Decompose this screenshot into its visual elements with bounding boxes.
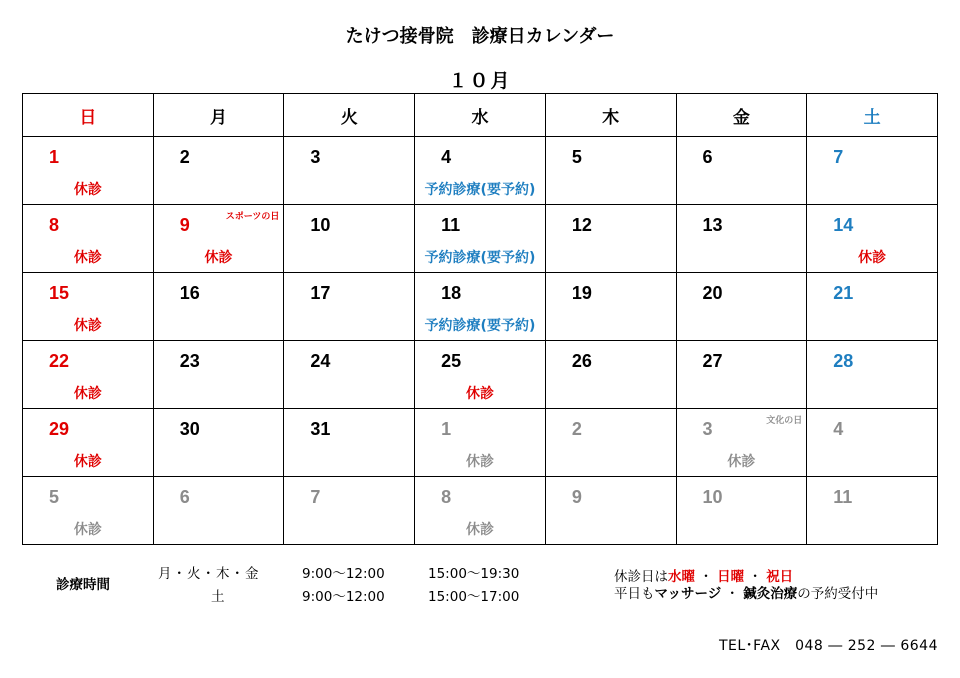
- reservation-massage: マッサージ: [654, 586, 722, 602]
- day-cell: [676, 205, 807, 273]
- day-cell: [23, 477, 154, 545]
- hours-morning-weekday: 9:00～12:00: [302, 566, 385, 582]
- day-number: 6: [702, 147, 713, 167]
- day-cell: [807, 341, 938, 409]
- day-number: 7: [310, 487, 321, 507]
- day-number: 16: [179, 283, 200, 303]
- day-cell: [284, 409, 415, 477]
- day-number: 29: [49, 419, 70, 439]
- day-cell: [153, 341, 284, 409]
- day-number: 2: [571, 419, 582, 439]
- day-cell: [153, 205, 284, 273]
- week-row: [23, 341, 938, 409]
- month-label: １０月: [448, 70, 512, 92]
- day-cell: [415, 273, 546, 341]
- day-number: 22: [49, 351, 70, 371]
- day-cell: [676, 137, 807, 205]
- weekday-mon: 月: [153, 94, 284, 137]
- day-cell: [676, 409, 807, 477]
- day-cell: [415, 477, 546, 545]
- tel-fax: TEL･FAX 048 ― 252 ― 6644: [718, 638, 938, 654]
- notice-sep-1: ・: [695, 569, 718, 585]
- day-cell: [153, 137, 284, 205]
- day-number: 9: [571, 487, 582, 507]
- day-number: 24: [310, 351, 331, 371]
- weekday-thu: 木: [545, 94, 676, 137]
- day-number: 5: [49, 487, 60, 507]
- day-number: 14: [833, 215, 854, 235]
- day-cell: [23, 137, 154, 205]
- day-status: 休診: [73, 522, 102, 538]
- day-number: 5: [571, 147, 582, 167]
- day-number: 11: [833, 487, 853, 507]
- day-status: 予約診療(要予約): [424, 250, 536, 266]
- day-status: 休診: [465, 454, 494, 470]
- notice-sep-2: ・: [744, 569, 767, 585]
- day-number: 30: [179, 419, 200, 439]
- day-number: 6: [179, 487, 190, 507]
- day-number: 7: [833, 147, 844, 167]
- day-cell: [807, 409, 938, 477]
- weekday-fri: 金: [676, 94, 807, 137]
- day-cell: [284, 273, 415, 341]
- day-number: 25: [441, 351, 462, 371]
- reservation-sep: ・: [721, 586, 744, 602]
- day-cell: [676, 273, 807, 341]
- day-status: 休診: [465, 386, 494, 402]
- day-cell: [807, 205, 938, 273]
- day-cell: [415, 341, 546, 409]
- week-row: [23, 137, 938, 205]
- day-cell: [807, 137, 938, 205]
- day-number: 10: [702, 487, 723, 507]
- reservation-suffix: の予約受付中: [797, 586, 879, 602]
- day-number: 15: [49, 283, 70, 303]
- day-number: 1: [49, 147, 60, 167]
- day-number: 1: [441, 419, 452, 439]
- calendar-title: たけつ接骨院 診療日カレンダー: [345, 26, 615, 47]
- calendar-table: [22, 93, 938, 545]
- day-cell: [545, 273, 676, 341]
- day-status: 休診: [727, 454, 756, 470]
- day-number: 2: [179, 147, 190, 167]
- notice-sunday: 日曜: [717, 569, 745, 585]
- hours-afternoon-weekday: 15:00～19:30: [428, 566, 520, 582]
- day-status: 休診: [204, 250, 233, 266]
- holiday-name: スポーツの日: [225, 212, 280, 222]
- day-number: 13: [702, 215, 723, 235]
- reservation-notice: [614, 582, 878, 602]
- day-cell: [23, 409, 154, 477]
- day-cell: [284, 137, 415, 205]
- day-cell: [545, 409, 676, 477]
- day-cell: [415, 205, 546, 273]
- day-number: 26: [571, 351, 592, 371]
- reservation-acupuncture: 鍼灸治療: [743, 586, 798, 602]
- day-cell: [153, 273, 284, 341]
- day-cell: [676, 477, 807, 545]
- day-cell: [23, 205, 154, 273]
- day-number: 11: [441, 215, 461, 235]
- week-row: [23, 273, 938, 341]
- hours-afternoon-saturday: 15:00～17:00: [428, 589, 520, 605]
- day-cell: [807, 273, 938, 341]
- weekday-header-row: [23, 94, 938, 137]
- notice-holiday: 祝日: [766, 569, 794, 585]
- hours-morning-saturday: 9:00～12:00: [302, 589, 385, 605]
- day-number: 18: [441, 283, 462, 303]
- day-cell: [284, 477, 415, 545]
- weekday-wed: 水: [415, 94, 546, 137]
- day-cell: [807, 477, 938, 545]
- day-number: 31: [310, 419, 331, 439]
- day-cell: [545, 477, 676, 545]
- day-number: 8: [441, 487, 452, 507]
- week-row: [23, 409, 938, 477]
- week-row: [23, 205, 938, 273]
- day-status: 休診: [73, 386, 102, 402]
- day-status: 予約診療(要予約): [424, 182, 536, 198]
- day-number: 3: [702, 419, 713, 439]
- day-number: 23: [179, 351, 200, 371]
- day-number: 3: [310, 147, 321, 167]
- day-cell: [545, 137, 676, 205]
- day-number: 28: [833, 351, 854, 371]
- hours-days-weekday: 月・火・木・金: [158, 566, 260, 582]
- day-cell: [284, 341, 415, 409]
- hours-days-saturday: 土: [211, 589, 225, 605]
- day-cell: [153, 409, 284, 477]
- weekday-sat: 土: [807, 94, 938, 137]
- day-status: 休診: [73, 454, 102, 470]
- day-number: 17: [310, 283, 331, 303]
- day-number: 10: [310, 215, 331, 235]
- day-status: 予約診療(要予約): [424, 318, 536, 334]
- notice-prefix: 休診日は: [614, 569, 668, 585]
- day-number: 12: [571, 215, 592, 235]
- day-number: 4: [833, 419, 844, 439]
- notice-wednesday: 水曜: [668, 569, 695, 585]
- reservation-prefix: 平日も: [614, 586, 655, 602]
- day-status: 休診: [73, 250, 102, 266]
- day-status: 休診: [465, 522, 494, 538]
- day-number: 9: [179, 215, 190, 235]
- day-status: 休診: [73, 182, 102, 198]
- day-status: 休診: [73, 318, 102, 334]
- day-cell: [284, 205, 415, 273]
- day-number: 21: [833, 283, 854, 303]
- day-number: 27: [702, 351, 723, 371]
- day-cell: [545, 205, 676, 273]
- day-cell: [23, 341, 154, 409]
- day-status: 休診: [858, 250, 887, 266]
- day-cell: [23, 273, 154, 341]
- day-number: 20: [702, 283, 723, 303]
- day-number: 19: [571, 283, 592, 303]
- holiday-name: 文化の日: [766, 416, 803, 426]
- weekday-sun: 日: [23, 94, 154, 137]
- day-number: 8: [49, 215, 60, 235]
- day-cell: [676, 341, 807, 409]
- day-cell: [545, 341, 676, 409]
- day-cell: [415, 137, 546, 205]
- week-row: [23, 477, 938, 545]
- hours-label: 診療時間: [56, 577, 110, 593]
- day-cell: [153, 477, 284, 545]
- day-cell: [415, 409, 546, 477]
- weekday-tue: 火: [284, 94, 415, 137]
- calendar-body: [23, 137, 938, 545]
- day-number: 4: [441, 147, 452, 167]
